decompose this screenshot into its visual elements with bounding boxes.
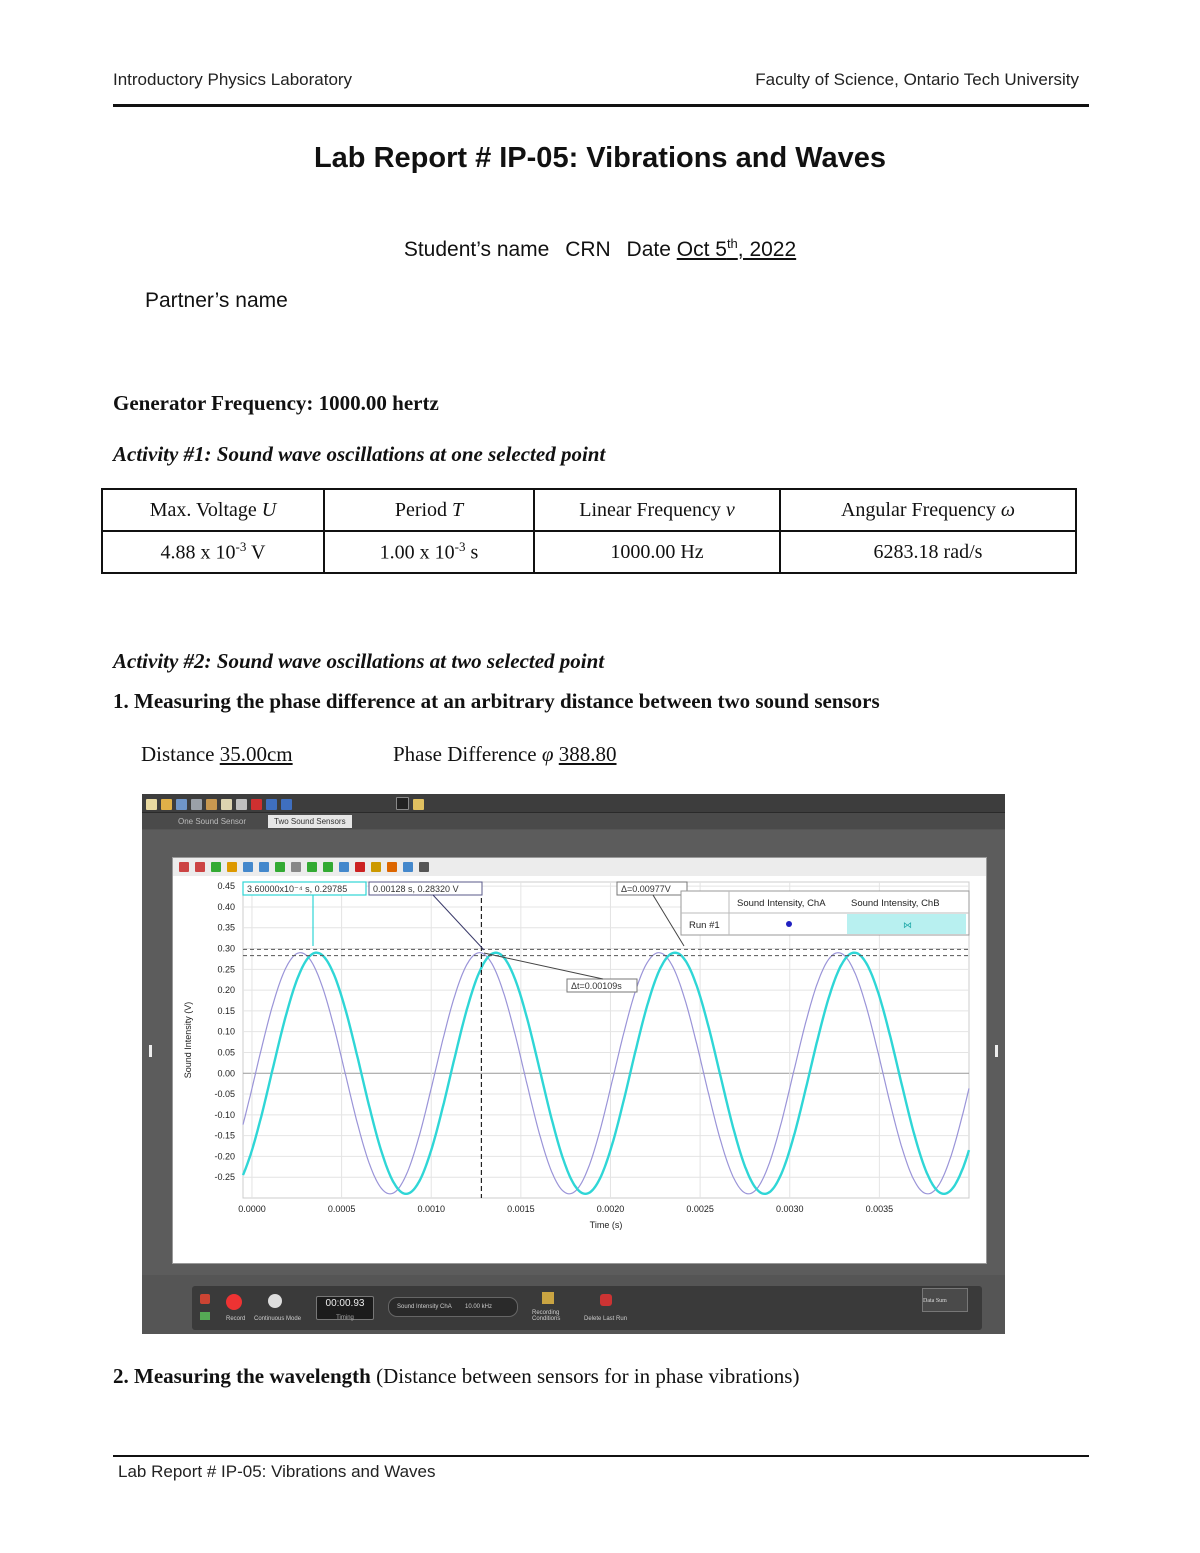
graph-tool-icon[interactable] — [339, 862, 349, 872]
generator-frequency: Generator Frequency: 1000.00 hertz — [113, 391, 439, 415]
sound-graph[interactable] — [173, 858, 986, 1263]
y-tick-label: 0.10 — [217, 1026, 235, 1037]
graph-tool-icon[interactable] — [275, 862, 285, 872]
timer-display — [316, 1296, 374, 1320]
cell-linear-frequency: 1000.00 Hz — [534, 531, 780, 573]
record-label: Record — [226, 1316, 246, 1322]
record-button[interactable] — [226, 1294, 242, 1310]
graph-tool-icon[interactable] — [291, 862, 301, 872]
x-axis-label: Time (s) — [589, 1220, 623, 1230]
y-tick-label: -0.25 — [214, 1172, 235, 1183]
graph-tool-icon[interactable] — [243, 862, 253, 872]
graph-tool-icon[interactable] — [179, 862, 189, 872]
y-tick-label: 0.30 — [217, 943, 235, 954]
cell-angular-frequency: 6283.18 rad/s — [780, 531, 1076, 573]
hardware-setup-icon[interactable] — [200, 1294, 210, 1304]
app-toolbar — [142, 794, 1005, 813]
delta-v-text: Δ=0.00977V — [621, 884, 671, 894]
y-tick-label: -0.05 — [214, 1089, 235, 1100]
y-axis-label: Sound Intensity (V) — [183, 1001, 193, 1079]
graph-tool-icon[interactable] — [195, 862, 205, 872]
table-row — [102, 531, 1076, 573]
y-tick-label: -0.15 — [214, 1130, 235, 1141]
legend-run-label: Run #1 — [689, 920, 720, 931]
x-tick-label: 0.0005 — [327, 1204, 356, 1214]
y-tick-label: 0.40 — [217, 901, 235, 912]
graph-tool-icon[interactable] — [211, 862, 221, 872]
sample-rate-control[interactable] — [388, 1297, 518, 1317]
cell-period: 1.00 x $10^{-3}$ s — [324, 531, 534, 573]
graph-tool-icon[interactable] — [259, 862, 269, 872]
y-tick-label: 0.00 — [217, 1068, 235, 1079]
undo-icon[interactable] — [266, 799, 277, 810]
crn-label: CRN — [565, 238, 611, 261]
legend-marker-chb: ⋈ — [903, 920, 912, 930]
x-tick-label: 0.0025 — [686, 1204, 714, 1214]
recording-conditions-label: Recording Conditions — [532, 1310, 561, 1322]
footer-text: Lab Report # IP-05: Vibrations and Waves — [118, 1462, 436, 1481]
x-tick-label: 0.0010 — [417, 1204, 445, 1214]
paste-icon[interactable] — [236, 799, 247, 810]
graph-tool-icon[interactable] — [419, 862, 429, 872]
y-tick-label: 0.25 — [217, 964, 235, 975]
legend-header-chb: Sound Intensity, ChB — [851, 898, 940, 909]
tab-two-sound-sensors[interactable]: Two Sound Sensors — [268, 815, 352, 828]
col-max-voltage: Max. Voltage U — [102, 489, 324, 531]
header-left: Introductory Physics Laboratory — [113, 70, 353, 89]
graph-tool-icon[interactable] — [323, 862, 333, 872]
cell-max-voltage: 4.88 x $10^{-3}$ V — [102, 531, 324, 573]
graph-tool-icon[interactable] — [403, 862, 413, 872]
legend-header-cha: Sound Intensity, ChA — [737, 898, 826, 909]
delete-run-label: Delete Last Run — [584, 1316, 628, 1322]
x-tick-label: 0.0000 — [238, 1204, 266, 1214]
col-linear-frequency: Linear Frequency ν — [534, 489, 780, 531]
cut-icon[interactable] — [206, 799, 217, 810]
left-resize-handle[interactable] — [149, 1045, 152, 1057]
mode-icon[interactable] — [268, 1294, 282, 1308]
page-title: Lab Report # IP-05: Vibrations and Waves — [313, 142, 887, 174]
activity1-table — [101, 488, 1077, 574]
right-resize-handle[interactable] — [995, 1045, 998, 1057]
new-file-icon[interactable] — [146, 799, 157, 810]
y-tick-label: -0.20 — [214, 1151, 235, 1162]
x-tick-label: 0.0035 — [865, 1204, 894, 1214]
y-tick-label: 0.35 — [217, 922, 235, 933]
table-header-row — [102, 489, 1076, 531]
workbook-area — [142, 830, 1005, 1275]
redo-icon[interactable] — [281, 799, 292, 810]
page-tabs — [142, 813, 1005, 829]
activity1-heading: Activity #1: Sound wave oscillations at one selected point — [113, 442, 606, 466]
recording-conditions-icon[interactable] — [542, 1292, 554, 1304]
capstone-screenshot — [142, 794, 1005, 1334]
save-icon[interactable] — [176, 799, 187, 810]
data-summary-window[interactable]: Data Sum — [922, 1288, 968, 1312]
student-info-line — [0, 236, 1200, 262]
controls-palette — [192, 1286, 982, 1330]
date-value: Oct 5th, 2022 — [676, 236, 797, 261]
header-rule — [113, 104, 1089, 107]
delta-t-text: Δt=0.00109s — [571, 981, 622, 991]
activity2-item1: 1. Measuring the phase difference at an arbitrary distance between two sound sensors — [113, 689, 880, 713]
timer-value: 00:00.93 — [325, 1298, 365, 1309]
y-tick-label: 0.15 — [217, 1005, 235, 1016]
sample-rate-sensor: Sound Intensity ChA — [397, 1304, 452, 1310]
graph-window — [172, 857, 987, 1264]
distance-value: 35.00cm — [219, 742, 293, 766]
col-period: Period T — [324, 489, 534, 531]
y-tick-label: 0.45 — [217, 881, 235, 892]
graph-tool-icon[interactable] — [227, 862, 237, 872]
graph-tool-icon[interactable] — [371, 862, 381, 872]
partner-name-label: Partner’s name — [145, 289, 288, 312]
graph-tool-icon[interactable] — [387, 862, 397, 872]
distance-field: Distance 35.00cm — [141, 742, 293, 766]
activity2-heading: Activity #2: Sound wave oscillations at two selected point — [113, 649, 605, 673]
signal-icon — [200, 1312, 210, 1320]
y-tick-label: -0.10 — [214, 1109, 235, 1120]
x-tick-label: 0.0020 — [596, 1204, 625, 1214]
timer-label: Timing — [336, 1315, 354, 1321]
footer-rule — [113, 1455, 1089, 1457]
legend-marker-cha — [786, 921, 792, 927]
mode-label: Continuous Mode — [254, 1316, 302, 1322]
x-tick-label: 0.0015 — [507, 1204, 535, 1214]
camera-icon[interactable] — [396, 797, 409, 810]
phase-difference-field: Phase Difference φ 388.80 — [393, 742, 617, 766]
student-name-label: Student’s name — [403, 238, 550, 261]
activity2-item2: 2. Measuring the wavelength (Distance between sensors for in phase vibrations) — [113, 1364, 800, 1388]
coordinate-text-chb: 0.00128 s, 0.28320 V — [373, 884, 459, 894]
phase-difference-value: 388.80 — [558, 742, 617, 766]
sample-rate-value: 10.00 kHz — [465, 1304, 493, 1310]
x-tick-label: 0.0030 — [775, 1204, 804, 1214]
delete-icon[interactable] — [251, 799, 262, 810]
coordinate-text-cha: 3.60000x10⁻⁴ s, 0.29785 — [247, 884, 348, 894]
date-label: Date Oct 5th, 2022 — [626, 236, 797, 261]
col-angular-frequency: Angular Frequency ω — [780, 489, 1076, 531]
graph-tool-icon[interactable] — [355, 862, 365, 872]
y-tick-label: 0.05 — [217, 1047, 235, 1058]
tab-one-sound-sensor[interactable]: One Sound Sensor — [178, 817, 247, 826]
open-folder-icon[interactable] — [161, 799, 172, 810]
header-right: Faculty of Science, Ontario Tech University — [755, 70, 1079, 89]
print-icon[interactable] — [191, 799, 202, 810]
delete-run-icon[interactable] — [600, 1294, 612, 1306]
journal-icon[interactable] — [413, 799, 424, 810]
y-tick-label: 0.20 — [217, 985, 235, 996]
graph-tool-icon[interactable] — [307, 862, 317, 872]
copy-icon[interactable] — [221, 799, 232, 810]
